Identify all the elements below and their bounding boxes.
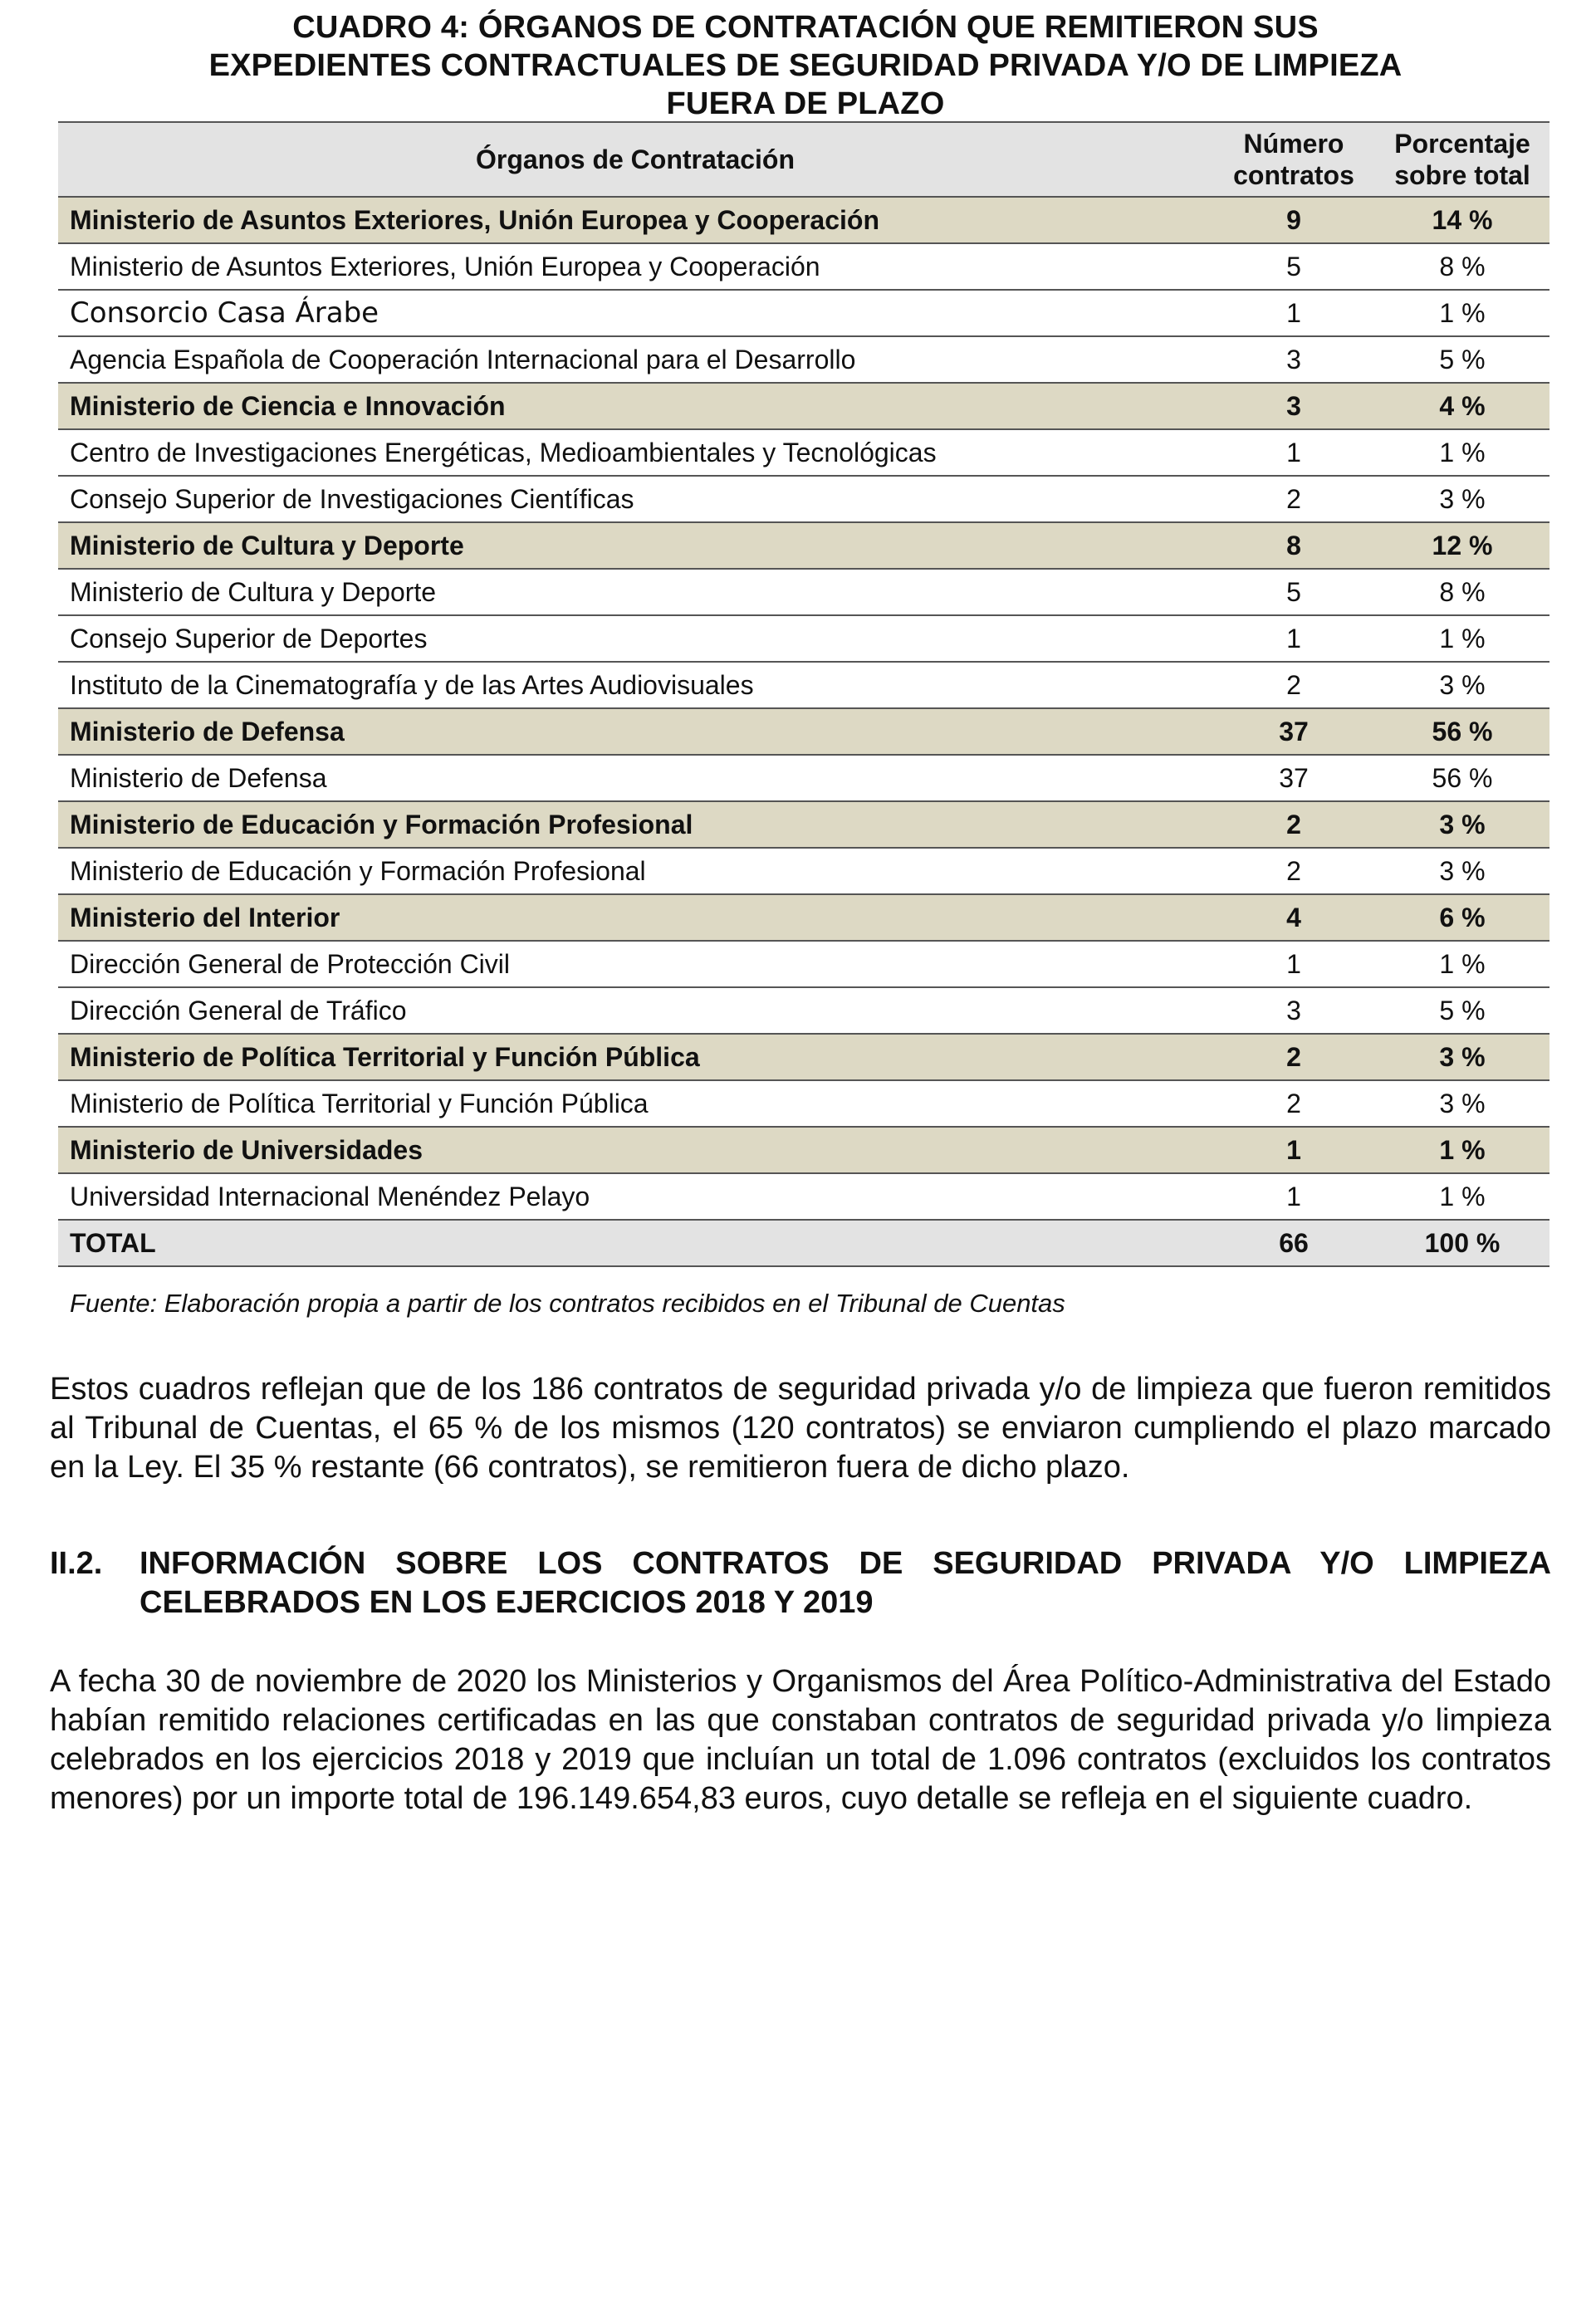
row-count: 5: [1286, 252, 1301, 281]
row-name: Ministerio de Educación y Formación Profesional: [70, 810, 693, 839]
row-count: 37: [1279, 763, 1309, 793]
table-row-group: [58, 1127, 1549, 1173]
row-percent: 3 %: [1439, 670, 1486, 700]
row-name: Instituto de la Cinematografía y de las Artes Audiovisuales: [70, 670, 754, 700]
row-percent: 8 %: [1439, 252, 1486, 281]
row-percent: 1 %: [1439, 1135, 1486, 1165]
row-count: 1: [1286, 438, 1301, 467]
table-row: [58, 1080, 1549, 1127]
row-percent: 4 %: [1439, 391, 1486, 421]
table-title-line-2: EXPEDIENTES CONTRACTUALES DE SEGURIDAD PRIVADA Y/O DE LIMPIEZA: [208, 48, 1403, 83]
row-name: Ministerio de Cultura y Deporte: [70, 577, 437, 607]
row-name: Ministerio del Interior: [70, 903, 340, 932]
row-count: 2: [1286, 484, 1301, 514]
row-count: 1: [1286, 1135, 1301, 1165]
contracting-bodies-table: [58, 121, 1549, 1267]
header-porcentaje: Porcentaje sobre total: [1394, 129, 1530, 190]
row-count: 1: [1286, 1182, 1301, 1211]
table-row-group: [58, 1034, 1549, 1080]
row-name: Dirección General de Protección Civil: [70, 949, 510, 979]
table-header-row: [58, 122, 1549, 197]
row-name: Consejo Superior de Deportes: [70, 624, 428, 653]
row-count: 3: [1286, 391, 1301, 421]
total-count: 66: [1279, 1228, 1309, 1258]
row-percent: 14 %: [1432, 205, 1493, 235]
table-row-group: [58, 197, 1549, 243]
table-row: [58, 987, 1549, 1034]
row-count: 2: [1286, 856, 1301, 886]
row-name: Consorcio Casa Árabe: [70, 296, 379, 330]
row-percent: 12 %: [1432, 531, 1493, 560]
row-name: Universidad Internacional Menéndez Pelayo: [70, 1182, 590, 1211]
table-row: [58, 755, 1549, 801]
table-title-line-1: CUADRO 4: ÓRGANOS DE CONTRATACIÓN QUE REMITIERON SUS: [292, 10, 1319, 45]
total-percent: 100 %: [1424, 1228, 1501, 1258]
row-name: Ministerio de Cultura y Deporte: [70, 531, 464, 560]
row-name: Ministerio de Política Territorial y Función Pública: [70, 1042, 700, 1072]
table-row: [58, 429, 1549, 476]
row-name: Ministerio de Universidades: [70, 1135, 423, 1165]
table-row: [58, 941, 1549, 987]
row-percent: 1 %: [1439, 298, 1486, 328]
row-percent: 3 %: [1439, 810, 1486, 839]
table-row: [58, 615, 1549, 662]
row-name: Ministerio de Defensa: [70, 763, 327, 793]
table-row-group: [58, 522, 1549, 569]
row-percent: 56 %: [1432, 763, 1493, 793]
row-percent: 1 %: [1439, 1182, 1486, 1211]
row-count: 4: [1286, 903, 1301, 932]
table-row: [58, 290, 1549, 336]
row-count: 37: [1279, 717, 1309, 746]
table-source-note: Fuente: Elaboración propia a partir de los contratos recibidos en el Tribunal de Cuentas: [70, 1289, 1065, 1318]
row-count: 1: [1286, 624, 1301, 653]
table-row-group: [58, 894, 1549, 941]
row-count: 5: [1286, 577, 1301, 607]
row-name: Consejo Superior de Investigaciones Científicas: [70, 484, 634, 514]
row-percent: 3 %: [1439, 1089, 1486, 1118]
table-total-row: [58, 1220, 1549, 1266]
section-heading: [50, 1544, 1551, 1622]
table-title-line-3: FUERA DE PLAZO: [666, 86, 945, 121]
section-title: INFORMACIÓN SOBRE LOS CONTRATOS DE SEGURIDAD PRIVADA Y/O LIMPIEZA CELEBRADOS EN LOS EJERCICIOS 2018 Y 2019: [140, 1546, 1551, 1620]
table-row: [58, 848, 1549, 894]
row-name: Agencia Española de Cooperación Internacional para el Desarrollo: [70, 345, 856, 374]
table-row: [58, 662, 1549, 708]
table-row: [58, 336, 1549, 383]
header-organos: Órganos de Contratación: [475, 144, 796, 174]
body-paragraph-2: A fecha 30 de noviembre de 2020 los Ministerios y Organismos del Área Político-Administrativa del Estado habían remitido relaciones certificadas en las que constaban contratos de seguridad privada y/o limpieza celebrados en los ejercicios 2018 y 2019 que incluían un total de 1.096 contratos (excluidos los contratos menores) por un importe total de 196.149.654,83 euros, cuyo detalle se refleja en el siguiente cuadro.: [50, 1664, 1551, 1816]
row-count: 9: [1286, 205, 1301, 235]
table-row-group: [58, 801, 1549, 848]
row-name: Centro de Investigaciones Energéticas, Medioambientales y Tecnológicas: [70, 438, 937, 467]
row-percent: 1 %: [1439, 438, 1486, 467]
row-name: Ministerio de Política Territorial y Función Pública: [70, 1089, 649, 1118]
row-percent: 3 %: [1439, 1042, 1486, 1072]
row-count: 2: [1286, 670, 1301, 700]
table-row-group: [58, 383, 1549, 429]
row-percent: 56 %: [1432, 717, 1493, 746]
row-count: 3: [1286, 996, 1301, 1025]
row-name: Dirección General de Tráfico: [70, 996, 407, 1025]
header-numero-contratos: Número contratos: [1233, 129, 1354, 190]
row-percent: 1 %: [1439, 949, 1486, 979]
table-row-group: [58, 708, 1549, 755]
row-percent: 5 %: [1439, 996, 1486, 1025]
row-count: 8: [1286, 531, 1301, 560]
row-percent: 8 %: [1439, 577, 1486, 607]
row-percent: 1 %: [1439, 624, 1486, 653]
row-count: 2: [1286, 1042, 1301, 1072]
row-percent: 3 %: [1439, 856, 1486, 886]
section-number: II.2.: [50, 1546, 103, 1581]
table-row: [58, 243, 1549, 290]
table-row: [58, 569, 1549, 615]
row-name: Ministerio de Educación y Formación Profesional: [70, 856, 646, 886]
row-count: 2: [1286, 1089, 1301, 1118]
table-title: [58, 8, 1553, 123]
row-percent: 3 %: [1439, 484, 1486, 514]
row-name: Ministerio de Defensa: [70, 717, 345, 746]
body-paragraph-1: Estos cuadros reflejan que de los 186 contratos de seguridad privada y/o de limpieza que fueron remitidos al Tribunal de Cuentas, el 65 % de los mismos (120 contratos) se enviaron cumpliendo el plazo marcado en la Ley. El 35 % restante (66 contratos), se remitieron fuera de dicho plazo.: [50, 1372, 1551, 1485]
row-percent: 5 %: [1439, 345, 1486, 374]
row-count: 3: [1286, 345, 1301, 374]
row-name: Ministerio de Ciencia e Innovación: [70, 391, 506, 421]
row-count: 2: [1286, 810, 1301, 839]
total-label: TOTAL: [70, 1228, 156, 1258]
row-name: Ministerio de Asuntos Exteriores, Unión Europea y Cooperación: [70, 252, 820, 281]
row-count: 1: [1286, 298, 1301, 328]
row-count: 1: [1286, 949, 1301, 979]
row-percent: 6 %: [1439, 903, 1486, 932]
table-row: [58, 1173, 1549, 1220]
table-row: [58, 476, 1549, 522]
row-name: Ministerio de Asuntos Exteriores, Unión Europea y Cooperación: [70, 205, 879, 235]
